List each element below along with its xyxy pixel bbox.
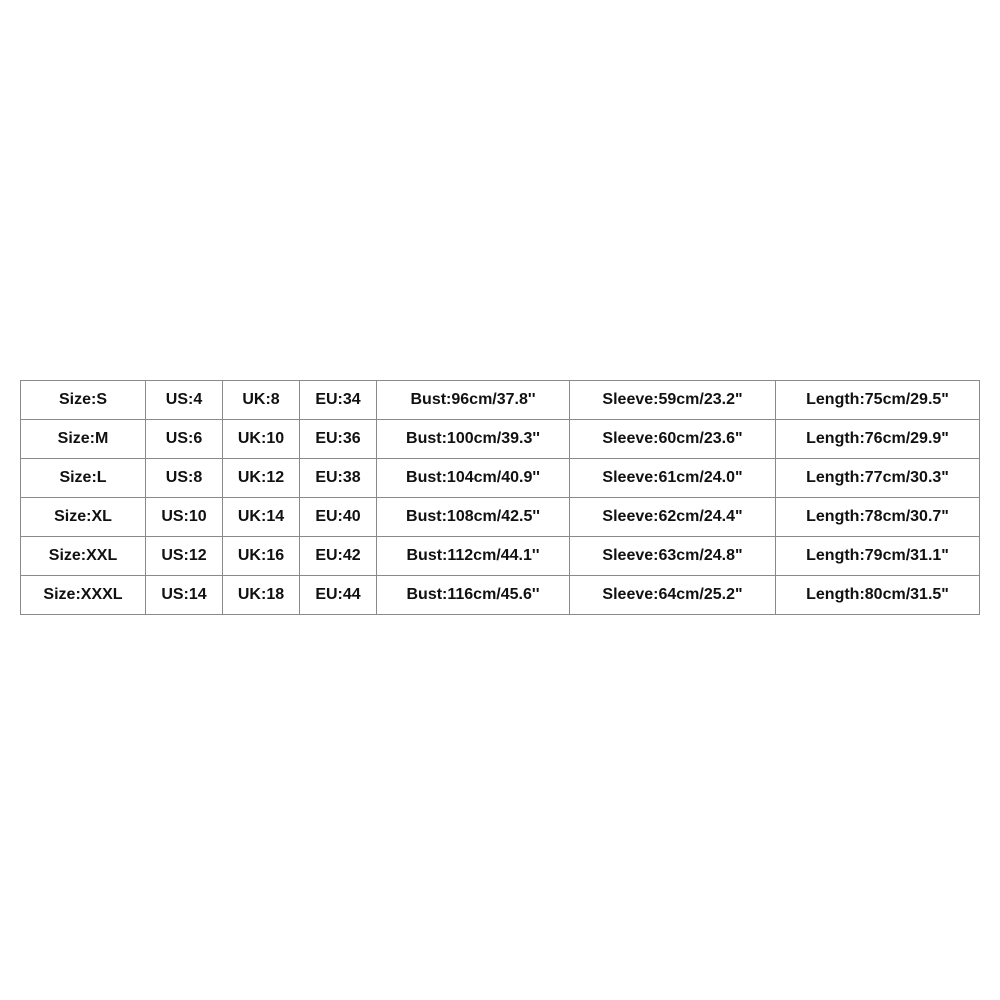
size-cell: Size:L [21, 459, 146, 498]
bust-cell: Bust:104cm/40.9'' [377, 459, 570, 498]
size-cell: Size:XL [21, 498, 146, 537]
eu-size-cell: EU:44 [300, 576, 377, 615]
size-cell: Size:XXL [21, 537, 146, 576]
size-cell: Size:M [21, 420, 146, 459]
us-size-cell: US:4 [146, 381, 223, 420]
length-cell: Length:80cm/31.5" [776, 576, 980, 615]
uk-size-cell: UK:16 [223, 537, 300, 576]
length-cell: Length:77cm/30.3" [776, 459, 980, 498]
uk-size-cell: UK:12 [223, 459, 300, 498]
uk-size-cell: UK:8 [223, 381, 300, 420]
length-cell: Length:78cm/30.7" [776, 498, 980, 537]
us-size-cell: US:14 [146, 576, 223, 615]
table-row [21, 459, 980, 498]
eu-size-cell: EU:36 [300, 420, 377, 459]
sleeve-cell: Sleeve:62cm/24.4" [570, 498, 776, 537]
eu-size-cell: EU:34 [300, 381, 377, 420]
bust-cell: Bust:108cm/42.5'' [377, 498, 570, 537]
us-size-cell: US:8 [146, 459, 223, 498]
bust-cell: Bust:100cm/39.3'' [377, 420, 570, 459]
table-row [21, 420, 980, 459]
us-size-cell: US:10 [146, 498, 223, 537]
sleeve-cell: Sleeve:61cm/24.0" [570, 459, 776, 498]
size-chart-table [20, 380, 980, 615]
bust-cell: Bust:112cm/44.1'' [377, 537, 570, 576]
length-cell: Length:79cm/31.1" [776, 537, 980, 576]
uk-size-cell: UK:10 [223, 420, 300, 459]
sleeve-cell: Sleeve:63cm/24.8" [570, 537, 776, 576]
uk-size-cell: UK:14 [223, 498, 300, 537]
bust-cell: Bust:116cm/45.6'' [377, 576, 570, 615]
sleeve-cell: Sleeve:59cm/23.2" [570, 381, 776, 420]
eu-size-cell: EU:38 [300, 459, 377, 498]
us-size-cell: US:6 [146, 420, 223, 459]
uk-size-cell: UK:18 [223, 576, 300, 615]
size-cell: Size:S [21, 381, 146, 420]
table-row [21, 498, 980, 537]
sleeve-cell: Sleeve:60cm/23.6" [570, 420, 776, 459]
eu-size-cell: EU:40 [300, 498, 377, 537]
table-row [21, 381, 980, 420]
table-row [21, 537, 980, 576]
us-size-cell: US:12 [146, 537, 223, 576]
size-cell: Size:XXXL [21, 576, 146, 615]
bust-cell: Bust:96cm/37.8'' [377, 381, 570, 420]
table-row [21, 576, 980, 615]
length-cell: Length:75cm/29.5" [776, 381, 980, 420]
length-cell: Length:76cm/29.9" [776, 420, 980, 459]
sleeve-cell: Sleeve:64cm/25.2" [570, 576, 776, 615]
eu-size-cell: EU:42 [300, 537, 377, 576]
